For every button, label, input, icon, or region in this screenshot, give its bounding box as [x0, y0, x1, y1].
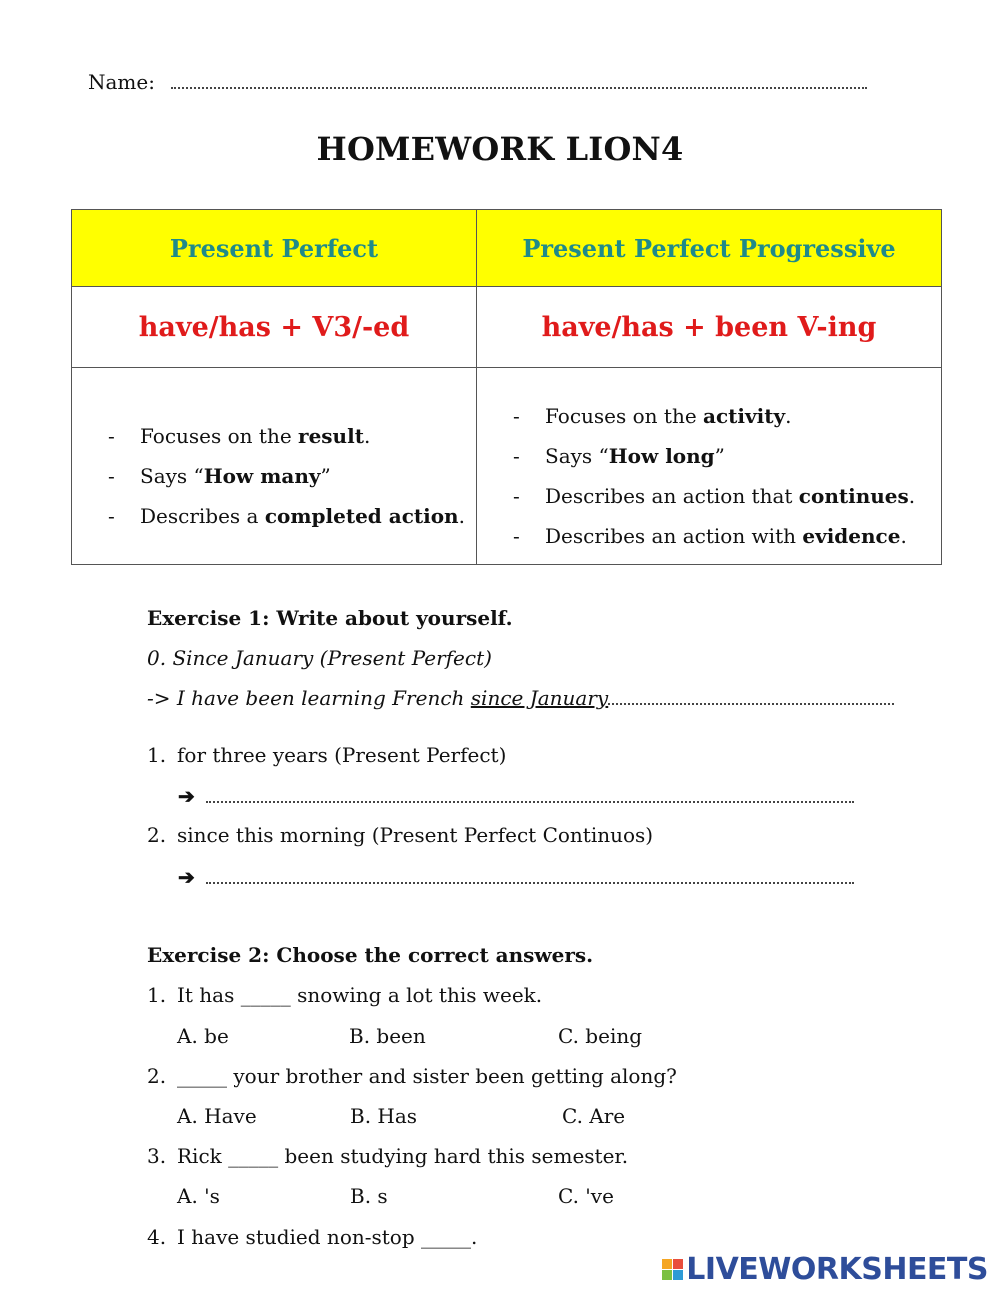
- list-item: - Describes an action that continues.: [513, 484, 916, 508]
- exercise1-example-prompt: 0. Since January (Present Perfect): [147, 646, 492, 670]
- example-underlined: since January: [470, 686, 609, 710]
- option-2c[interactable]: C. Are: [562, 1104, 626, 1128]
- exercise2-question-3: 3. Rick _____ been studying hard this semester.: [147, 1144, 629, 1168]
- exercise1-item-1: 1. for three years (Present Perfect): [147, 743, 507, 767]
- option-3a[interactable]: A. 's: [177, 1184, 220, 1208]
- name-line: [88, 70, 867, 94]
- uses-present-perfect: [72, 368, 477, 565]
- arrow-icon: ➔: [178, 865, 195, 889]
- example-dotted-line: [608, 689, 894, 705]
- heading-present-perfect: Present Perfect: [72, 210, 477, 287]
- arrow-icon: ➔: [178, 784, 195, 808]
- table-formula-row: [72, 287, 942, 368]
- list-item: - Describes an action with evidence.: [513, 524, 907, 548]
- exercise2-title: Exercise 2: Choose the correct answers.: [147, 943, 594, 967]
- exercise1-example-answer: -> I have been learning French since January: [147, 686, 894, 710]
- option-3c[interactable]: C. 've: [558, 1184, 614, 1208]
- exercise2-question-4: 4. I have studied non-stop _____.: [147, 1225, 478, 1249]
- list-item: - Focuses on the activity.: [513, 404, 792, 428]
- formula-present-perfect: have/has + V3/-ed: [72, 287, 477, 368]
- logo-text: LIVEWORKSHEETS: [686, 1252, 988, 1287]
- liveworksheets-logo: [662, 1252, 988, 1287]
- exercise1-item-2: 2. since this morning (Present Perfect Continuos): [147, 823, 654, 847]
- exercise1-answer-1: [178, 784, 854, 808]
- answer-input-line[interactable]: [206, 787, 854, 803]
- heading-present-perfect-progressive: Present Perfect Progressive: [477, 210, 942, 287]
- list-item: - Focuses on the result.: [108, 424, 371, 448]
- option-1c[interactable]: C. being: [558, 1024, 643, 1048]
- page-title: HOMEWORK LION4: [316, 130, 684, 168]
- option-1a[interactable]: A. be: [177, 1024, 229, 1048]
- list-item: - Says “How long”: [513, 444, 725, 468]
- name-input-line[interactable]: [171, 71, 867, 89]
- option-3b[interactable]: B. s: [350, 1184, 388, 1208]
- answer-input-line[interactable]: [206, 868, 854, 884]
- logo-blocks-icon: [662, 1259, 683, 1280]
- option-2b[interactable]: B. Has: [350, 1104, 418, 1128]
- formula-present-perfect-progressive: have/has + been V-ing: [477, 287, 942, 368]
- exercise2-question-2: 2. _____ your brother and sister been getting along?: [147, 1064, 677, 1088]
- exercise1-title: Exercise 1: Write about yourself.: [147, 606, 513, 630]
- list-item: - Describes a completed action.: [108, 504, 465, 528]
- table-uses-row: [72, 368, 942, 565]
- option-1b[interactable]: B. been: [349, 1024, 426, 1048]
- exercise2-question-1: 1. It has _____ snowing a lot this week.: [147, 983, 543, 1007]
- grammar-table: [71, 209, 942, 565]
- option-2a[interactable]: A. Have: [177, 1104, 257, 1128]
- table-header-row: [72, 210, 942, 287]
- list-item: - Says “How many”: [108, 464, 331, 488]
- uses-present-perfect-progressive: [477, 368, 942, 565]
- name-label: Name:: [88, 70, 155, 94]
- exercise1-answer-2: [178, 865, 854, 889]
